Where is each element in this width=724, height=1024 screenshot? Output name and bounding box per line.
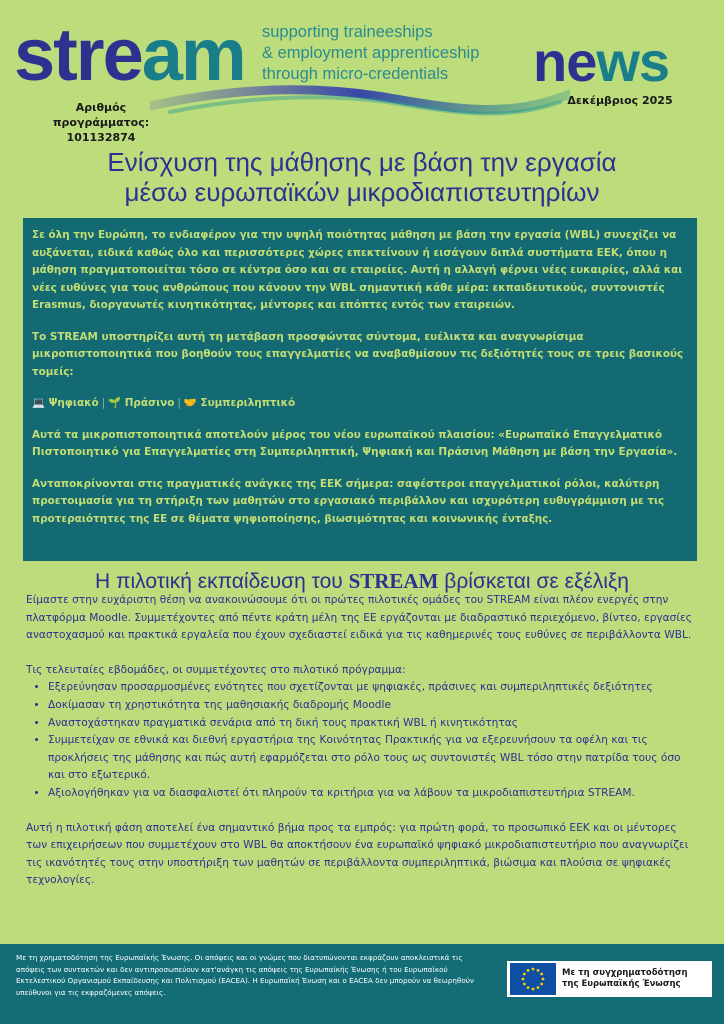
- intro-paragraph-4: Ανταποκρίνονται στις πραγματικές ανάγκες της ΕΕΚ σήμερα: σαφέστεροι επαγγελματικοί ρόλοι, καλύτερη προετοιμασία για τη στήριξη των μαθητών στο εργασιακό περιβάλλον και ισχυρότερη ευθυγράμμιση με τις προτεραιότητες της ΕΕ σε θέματα ψηφιοποίησης, βιωσιμότητας και κοινωνικής ένταξης.: [32, 477, 665, 525]
- tag-green: Πράσινο: [124, 397, 175, 409]
- eu-star-icon: [522, 978, 525, 981]
- tag-separator: |: [177, 397, 181, 409]
- list-item: • Αναστοχάστηκαν πραγματικά σενάρια από τη δική τους πρακτική WBL ή κινητικότητας: [48, 715, 698, 733]
- skill-tags: [32, 395, 688, 413]
- heading-brand: STREAM: [348, 569, 439, 593]
- tagline-line-2: & employment apprenticeship: [262, 44, 480, 62]
- news-part-1: ne: [533, 30, 597, 93]
- eu-flag-icon: [510, 963, 556, 995]
- section-body: [26, 592, 698, 890]
- eu-star-icon: [532, 988, 535, 991]
- seedling-icon: 🌱: [108, 397, 122, 409]
- section-paragraph-1: Είμαστε στην ευχάριστη θέση να ανακοινώσουμε ότι οι πρώτες πιλοτικές ομάδες του STREAM είναι πλέον ενεργές στην πλατφόρμα Moodle. Συμμετέχοντες από πέντε κράτη μέλη της ΕΕ εργάζονται με διαδραστικό περιεχόμενο, βίντεο, εργασίες αναστοχασμού και πρακτικά εργαλεία που έχουν σχεδιαστεί ειδικά για τις καθημερινές τους ευθύνες σε περιβάλλοντα WBL.: [26, 594, 692, 642]
- programme-label: Αριθμός προγράμματος:: [52, 101, 150, 129]
- intro-paragraph-3: Αυτά τα μικροπιστοποιητικά αποτελούν μέρος του νέου ευρωπαϊκού πλαισίου: «Ευρωπαϊκό Επαγγελματικό Πιστοποιητικό για Επαγγελματίες στη Συμπεριληπτική, Ψηφιακή και Πράσινη Μάθηση με βάση την Εργασία».: [32, 428, 678, 458]
- intro-paragraph-1: Σε όλη την Ευρώπη, το ενδιαφέρον για την υψηλή ποιότητας μάθηση με βάση την εργασία (WBL) συνεχίζει να αυξάνεται, ειδικά καθώς όλο και περισσότερες χώρες επεκτείνουν ή εισάγουν διπλά συστήματα ΕΕΚ, όπου η μάθηση πραγματοποιείται τόσο σε κέντρα όσο και σε εταιρείες. Αυτή η αλλαγή φέρνει νέες ευκαιρίες, αλλά και νέες ευθύνες για τους ανθρώπους που κάνουν την WBL σημαντική κάθε μέρα: εκπαιδευτικούς, συντονιστές Erasmus, διοργανωτές κινητικότητας, μέντορες και επόπτες εντός των εταιρειών.: [32, 229, 683, 311]
- page-title: [24, 147, 700, 207]
- list-item: • Συμμετείχαν σε εθνικά και διεθνή εργαστήρια της Κοινότητας Πρακτικής για να εξερευνήσουν τα οφέλη και τις προκλήσεις της μάθησης και πώς αυτή εφαρμόζεται στο ρόλο τους ως συντονιστές WBL τόσο στην πατρίδα τους όσο και στο εξωτερικό.: [48, 732, 698, 785]
- funding-disclaimer: Με τη χρηματοδότηση της Ευρωπαϊκής Ένωσης. Οι απόψεις και οι γνώμες που διατυπώνονται εκφράζουν αποκλειστικά τις απόψεις των συντακτών και δεν αντιπροσωπεύουν κατ'ανάγκη τις απόψεις της Ευρωπαϊκής Ένωσης ή του Ευρωπαϊκού Εκτελεστικού Οργανισμού Εκπαίδευσης και Πολιτισμού (EACEA). Η Ευρωπαϊκή Ένωση και ο EACEA δεν μπορούν να θεωρηθούν υπεύθυνοι για τις εκφραζόμενες απόψεις.: [16, 953, 474, 998]
- eu-label-line-2: της Ευρωπαϊκής Ένωσης: [562, 979, 681, 989]
- intro-box: [23, 218, 697, 561]
- eu-star-icon: [532, 968, 535, 971]
- eu-star-icon: [527, 986, 530, 989]
- stream-logo: [14, 13, 245, 96]
- eu-star-icon: [540, 983, 543, 986]
- eu-star-icon: [527, 969, 530, 972]
- programme-value: 101132874: [66, 131, 136, 144]
- section-heading: [24, 569, 700, 594]
- pilot-activities-list: [26, 679, 698, 802]
- title-line-2: μέσω ευρωπαϊκών μικροδιαπιστευτηρίων: [124, 177, 600, 207]
- logo-main: stre: [14, 13, 142, 96]
- list-item: • Εξερεύνησαν προσαρμοσμένες ενότητες που σχετίζονται με ψηφιακές, πράσινες και συμπεριληπτικές δεξιότητες: [48, 679, 698, 697]
- logo-accent: am: [141, 13, 245, 96]
- tag-inclusive: Συμπεριληπτικό: [200, 397, 296, 409]
- intro-paragraph-2: Το STREAM υποστηρίζει αυτή τη μετάβαση προσφώντας σύντομα, ευέλικτα και αναγνωρίσιμα μικροπιστοποιητικά που βοηθούν τους επαγγελματίες να αναβαθμίσουν τις δεξιότητές τους σε τρεις βασικούς τομείς:: [32, 330, 684, 378]
- list-item: • Αξιολογήθηκαν για να διασφαλιστεί ότι πληρούν τα κριτήρια για να λάβουν τα μικροδιαπιστευτήρια STREAM.: [48, 785, 698, 803]
- list-item: • Δοκίμασαν τη χρηστικότητα της μαθησιακής διαδρομής Moodle: [48, 697, 698, 715]
- heading-post: βρίσκεται σε εξέλιξη: [438, 570, 629, 593]
- eu-star-icon: [523, 973, 526, 976]
- handshake-icon: 🤝: [183, 397, 197, 409]
- tagline: [262, 22, 479, 85]
- tagline-line-3: through micro-credentials: [262, 65, 449, 83]
- laptop-icon: 💻: [32, 397, 45, 409]
- issue-date: Δεκέμβριος 2025: [567, 94, 673, 107]
- list-intro: Τις τελευταίες εβδομάδες, οι συμμετέχοντες στο πιλοτικό πρόγραμμα:: [26, 663, 406, 676]
- news-part-2: ws: [596, 30, 670, 93]
- eu-funding-label: [556, 968, 711, 991]
- eu-star-icon: [540, 973, 543, 976]
- title-line-1: Ενίσχυση της μάθησης με βάση την εργασία: [107, 147, 617, 177]
- section-paragraph-2: Αυτή η πιλοτική φάση αποτελεί ένα σημαντικό βήμα προς τα εμπρός: για πρώτη φορά, το προσωπικό ΕΕΚ και οι μέντορες των επιχειρήσεων που συμμετέχουν στο WBL θα αποκτήσουν ένα ευρωπαϊκό ψηφιακό μικροδιαπιστευτήριο που αναγνωρίζει τις ικανότητές τους στην υποστήριξη των μαθητών σε περιβάλλοντα συμπεριληπτικά, βιώσιμα και πλούσια σε ψηφιακές τεχνολογίες.: [26, 821, 689, 887]
- programme-number: [26, 100, 176, 145]
- eu-star-icon: [537, 969, 540, 972]
- eu-star-icon: [542, 978, 545, 981]
- tagline-line-1: supporting traineeships: [262, 23, 433, 41]
- eu-stars-icon: [518, 964, 548, 994]
- decorative-wave-icon: [150, 84, 570, 124]
- eu-label-line-1: Με τη συγχρηματοδότηση: [562, 967, 688, 978]
- tag-separator: |: [101, 397, 106, 409]
- tag-digital: Ψηφιακό: [48, 397, 99, 409]
- eu-funding-badge: [507, 961, 712, 997]
- heading-pre: Η πιλοτική εκπαίδευση του: [95, 570, 349, 593]
- news-logo: [533, 30, 670, 93]
- eu-star-icon: [523, 983, 526, 986]
- eu-star-icon: [537, 986, 540, 989]
